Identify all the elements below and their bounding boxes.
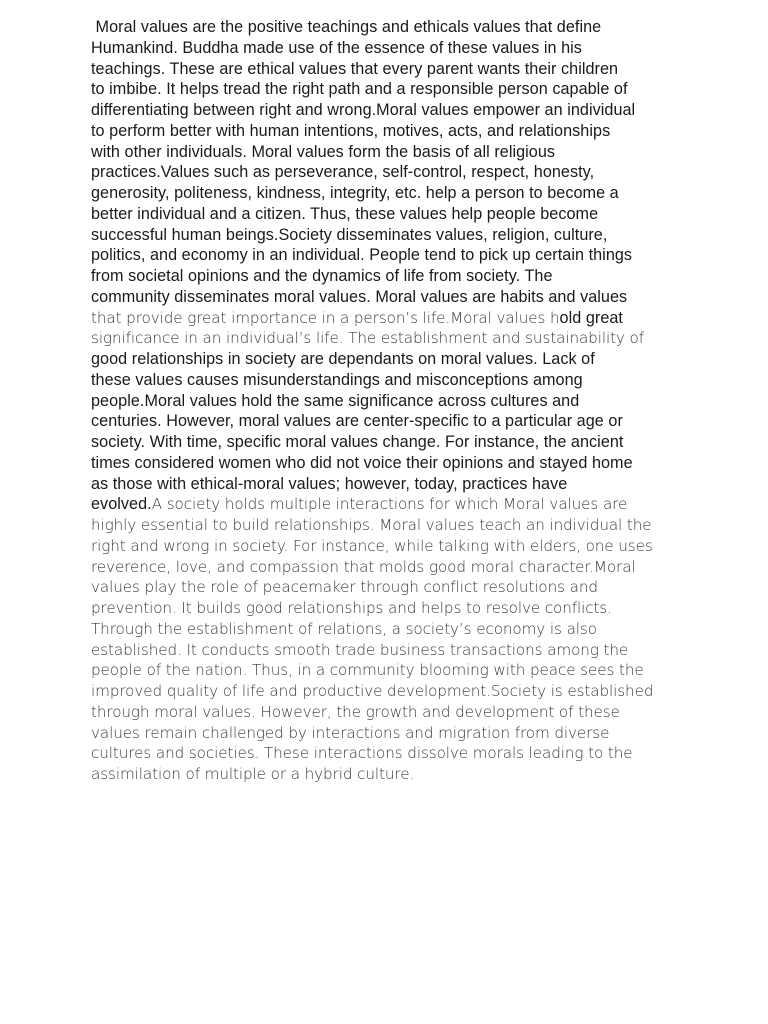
text-line (91, 557, 691, 578)
text-segment: prevention. It builds good relationships and helps to resolve conflicts. (91, 599, 612, 617)
text-line (91, 162, 691, 183)
text-line (91, 411, 691, 432)
text-segment: old great (559, 308, 623, 327)
text-line (91, 100, 691, 121)
text-segment: community disseminates moral values. Moral values are habits and values (91, 287, 628, 306)
text-line (91, 17, 691, 38)
text-line (91, 142, 691, 163)
text-segment: from societal opinions and the dynamics of life from society. The (91, 267, 553, 285)
text-line (91, 598, 691, 619)
text-line (91, 494, 691, 515)
text-segment: reverence, love, and compassion that molds good moral character.Moral (91, 557, 636, 576)
text-segment: Moral values are the positive teachings and ethicals values that define (91, 18, 602, 36)
text-segment: these values causes misunderstandings and misconceptions among (91, 370, 583, 389)
text-segment: differentiating between right and wrong.Moral values empower an individual (91, 101, 636, 119)
text-segment: centuries. However, moral values are center-specific to a particular age or (91, 412, 623, 431)
text-segment: practices.Values such as perseverance, self-control, respect, honesty, (91, 163, 595, 182)
text-segment: significance in an individual’s life. The establishment and sustainability of (91, 329, 644, 348)
text-segment: Through the establishment of relations, a society’s economy is also (91, 619, 597, 638)
text-line (91, 723, 691, 744)
text-line (91, 619, 691, 640)
text-line (91, 432, 691, 453)
text-line (91, 453, 691, 474)
text-segment: with other individuals. Moral values form the basis of all religious (91, 142, 556, 161)
text-line (91, 59, 691, 80)
text-segment: better individual and a citizen. Thus, these values help people become (91, 204, 599, 223)
text-line (91, 204, 691, 225)
text-line (91, 702, 691, 723)
text-line (91, 308, 691, 329)
text-line (91, 245, 691, 266)
text-segment: through moral values. However, the growth and development of these (91, 702, 620, 721)
text-segment: people.Moral values hold the same significance across cultures and (91, 391, 580, 410)
text-line (91, 38, 691, 59)
text-line (91, 515, 691, 536)
text-line (91, 328, 691, 349)
text-line (91, 370, 691, 391)
text-line (91, 121, 691, 142)
text-segment: Humankind. Buddha made use of the essence of these values in his (91, 38, 582, 57)
text-line (91, 391, 691, 412)
text-segment: highly essential to build relationships. Moral values teach an individual the (91, 516, 652, 534)
text-line (91, 743, 691, 764)
text-segment: improved quality of life and productive development.Society is established (91, 682, 654, 700)
document-body (91, 17, 691, 785)
text-segment: good relationships in society are dependants on moral values. Lack of (91, 350, 595, 368)
text-line (91, 764, 691, 785)
text-segment: generosity, politeness, kindness, integrity, etc. help a person to become a (91, 184, 619, 202)
text-line (91, 349, 691, 370)
text-line (91, 577, 691, 598)
text-line (91, 536, 691, 557)
text-line (91, 474, 691, 495)
text-line (91, 681, 691, 702)
text-segment: society. With time, specific moral values change. For instance, the ancient (91, 433, 624, 451)
text-segment: politics, and economy in an individual. People tend to pick up certain things (91, 246, 633, 265)
text-segment: successful human beings.Society disseminates values, religion, culture, (91, 225, 608, 244)
text-segment: as those with ethical-moral values; however, today, practices have (91, 474, 568, 493)
text-segment: A society holds multiple interactions for which Moral values are (151, 495, 628, 514)
text-line (91, 183, 691, 204)
text-segment: to imbibe. It helps tread the right path and a responsible person capable of (91, 80, 628, 99)
text-segment: to perform better with human intentions, motives, acts, and relationships (91, 121, 611, 140)
text-line (91, 287, 691, 308)
text-segment: values play the role of peacemaker through conflict resolutions and (91, 578, 598, 597)
text-segment: that provide great importance in a person’s life.Moral values h (91, 308, 560, 327)
text-segment: teachings. These are ethical values that every parent wants their children (91, 59, 619, 78)
text-segment: cultures and societies. These interactions dissolve morals leading to the (91, 744, 633, 763)
text-line (91, 79, 691, 100)
text-segment: assimilation of multiple or a hybrid culture. (91, 765, 415, 783)
text-segment: values remain challenged by interactions and migration from diverse (91, 723, 610, 742)
text-line (91, 640, 691, 661)
text-segment: times considered women who did not voice their opinions and stayed home (91, 453, 633, 472)
text-segment: right and wrong in society. For instance, while talking with elders, one uses (91, 536, 653, 555)
text-line (91, 225, 691, 246)
text-segment: people of the nation. Thus, in a community blooming with peace sees the (91, 661, 644, 680)
text-line (91, 660, 691, 681)
text-segment: evolved. (91, 495, 152, 514)
text-segment: established. It conducts smooth trade business transactions among the (91, 640, 629, 659)
text-line (91, 266, 691, 287)
